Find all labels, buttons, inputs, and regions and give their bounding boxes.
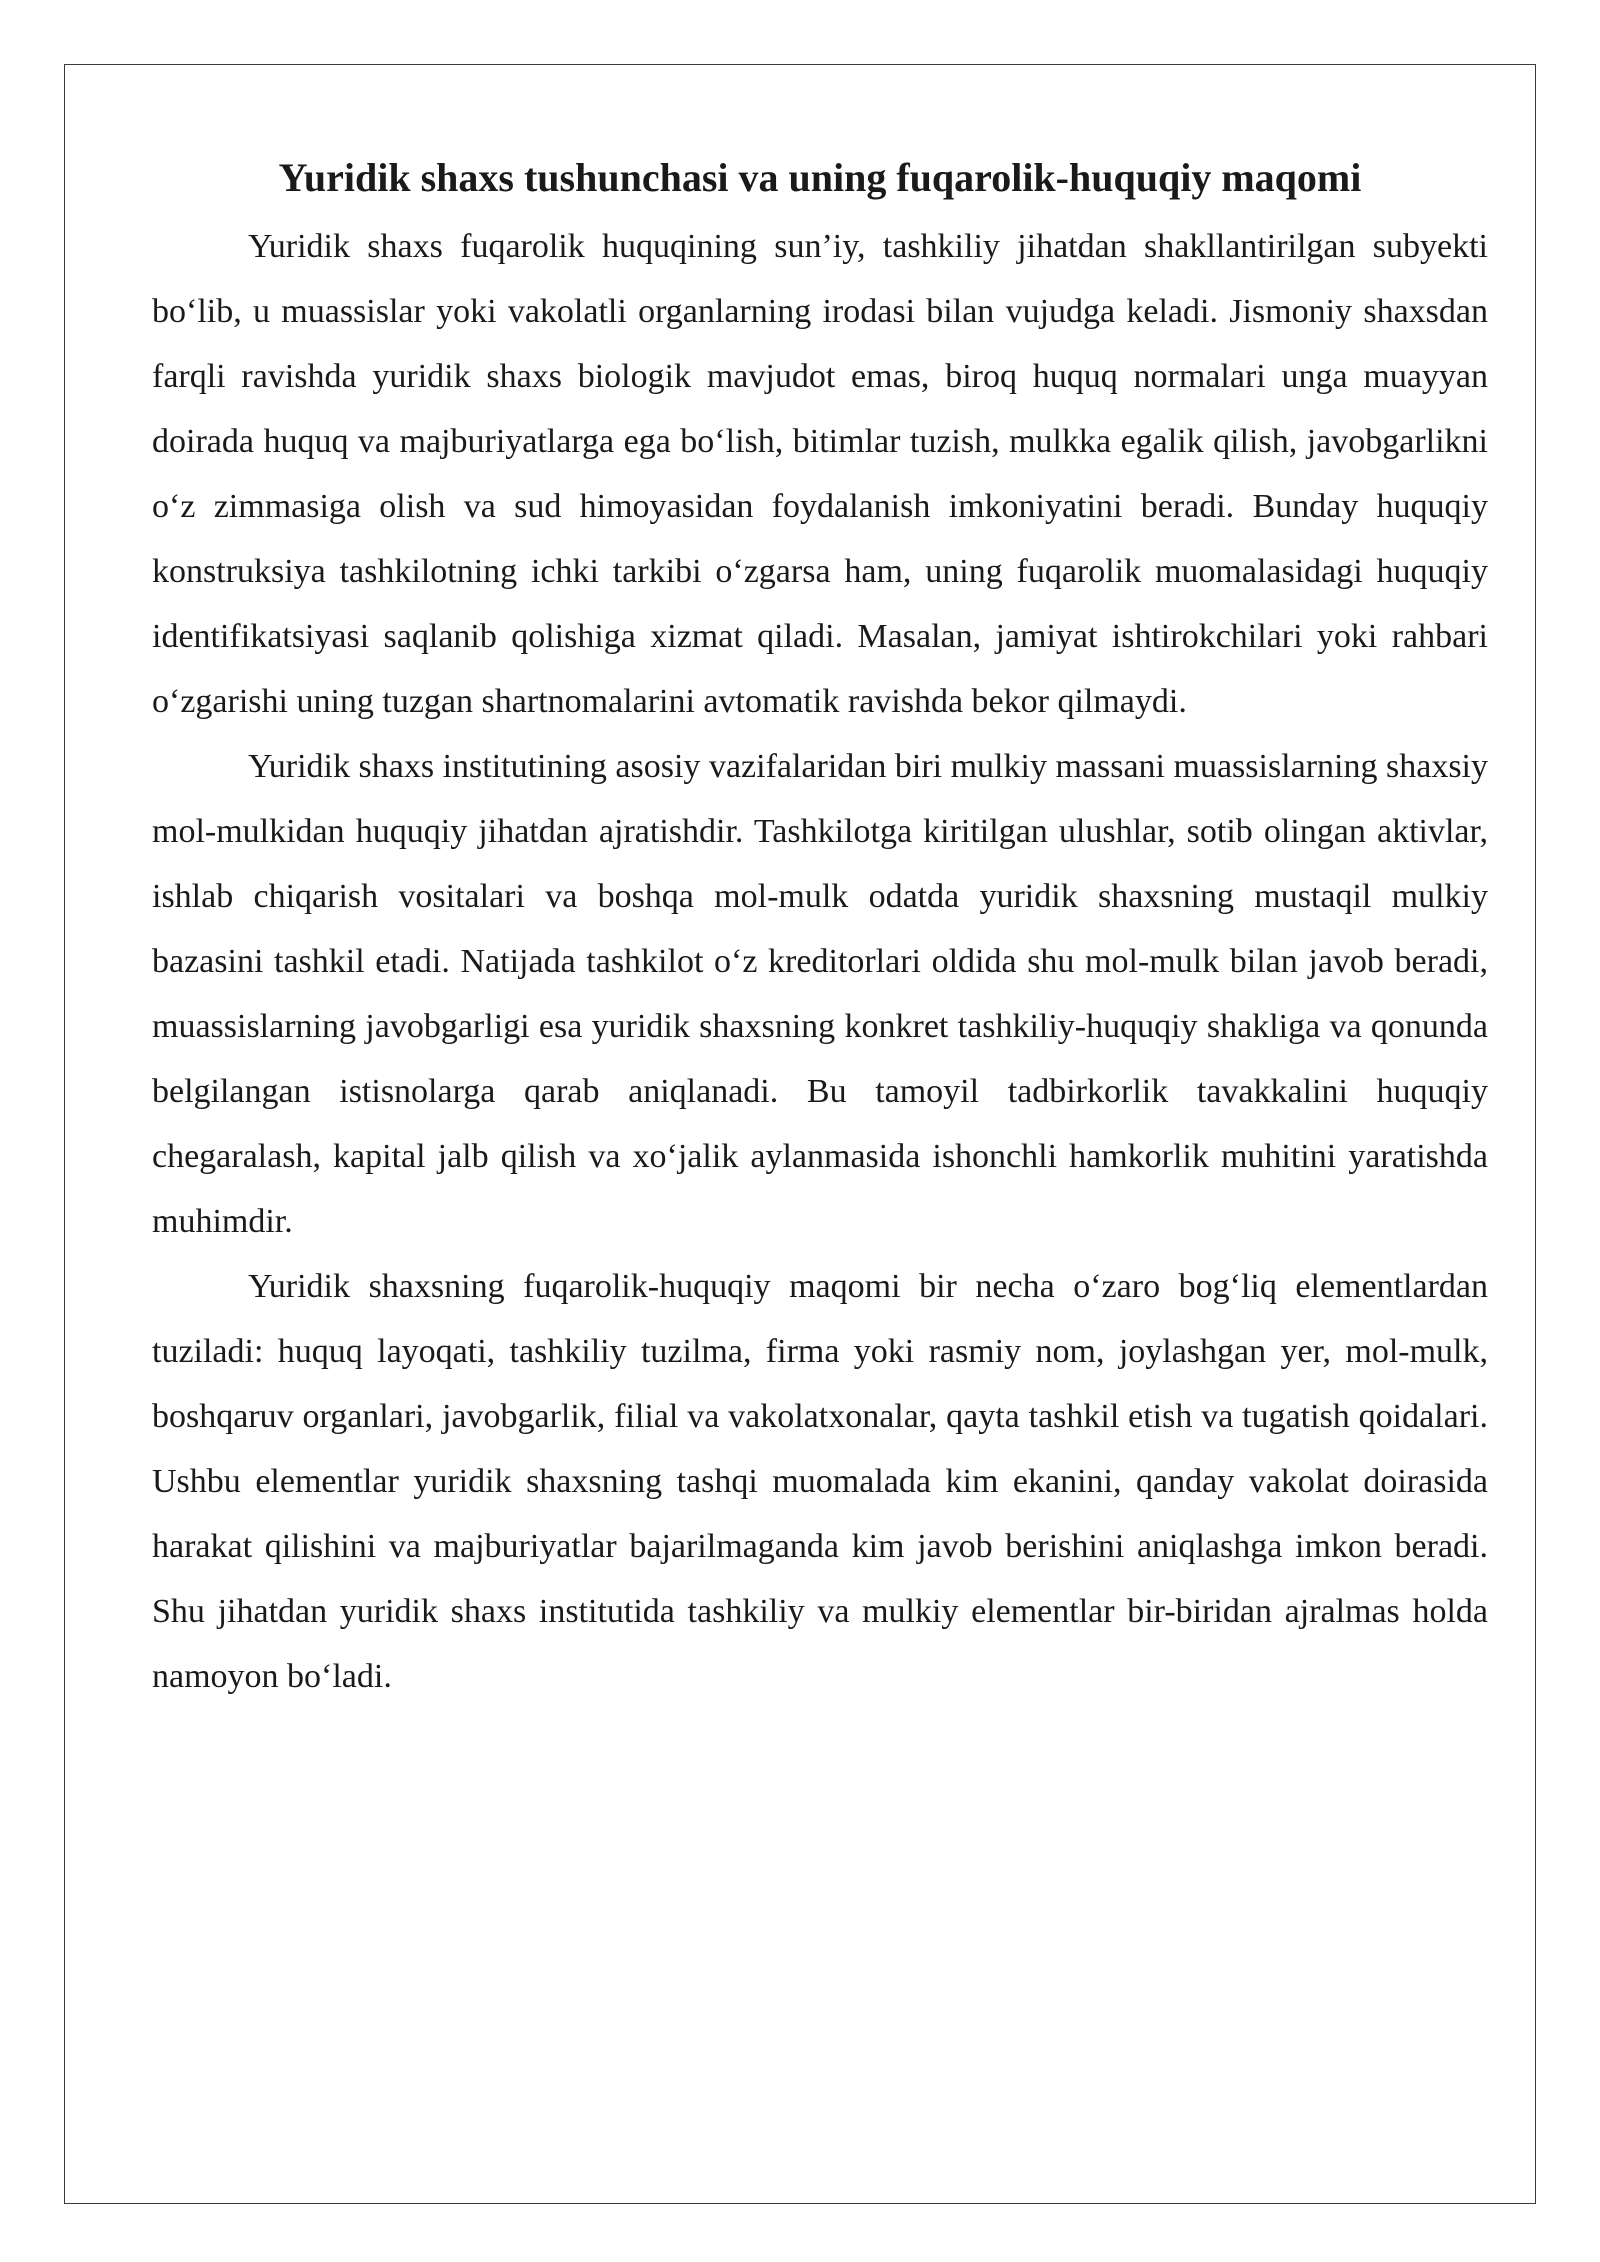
document-body (152, 150, 1488, 1709)
document-title: Yuridik shaxs tushunchasi va uning fuqarolik-huquqiy maqomi (278, 155, 1362, 200)
paragraph-2: Yuridik shaxs institutining asosiy vazifalaridan biri mulkiy massani muassislarning shaxsiy mol-mulkidan huquqiy jihatdan ajratishdir. Tashkilotga kiritilgan ulushlar, sotib olingan aktivlar, ishlab chiqarish vositalari va boshqa mol-mulk odatda yuridik shaxsning mustaqil mulkiy bazasini tashkil etadi. Natijada tashkilot o‘z kreditorlari oldida shu mol-mulk bilan javob beradi, muassislarning javobgarligi esa yuridik shaxsning konkret tashkiliy-huquqiy shakliga va qonunda belgilangan istisnolarga qarab aniqlanadi. Bu tamoyil tadbirkorlik tavakkalini huquqiy chegaralash, kapital jalb qilish va xo‘jalik aylanmasida ishonchli hamkorlik muhitini yaratishda muhimdir. (152, 748, 1488, 1240)
paragraph-3: Yuridik shaxsning fuqarolik-huquqiy maqomi bir necha o‘zaro bog‘liq elementlardan tuziladi: huquq layoqati, tashkiliy tuzilma, firma yoki rasmiy nom, joylashgan yer, mol-mulk, boshqaruv organlari, javobgarlik, filial va vakolatxonalar, qayta tashkil etish va tugatish qoidalari. Ushbu elementlar yuridik shaxsning tashqi muomalada kim ekanini, qanday vakolat doirasida harakat qilishini va majburiyatlar bajarilmaganda kim javob berishini aniqlashga imkon beradi. Shu jihatdan yuridik shaxs institutida tashkiliy va mulkiy elementlar bir-biridan ajralmas holda namoyon bo‘ladi. (152, 1268, 1488, 1695)
paragraph-1: Yuridik shaxs fuqarolik huquqining sun’iy, tashkiliy jihatdan shakllantirilgan subyekti bo‘lib, u muassislar yoki vakolatli organlarning irodasi bilan vujudga keladi. Jismoniy shaxsdan farqli ravishda yuridik shaxs biologik mavjudot emas, biroq huquq normalari unga muayyan doirada huquq va majburiyatlarga ega bo‘lish, bitimlar tuzish, mulkka egalik qilish, javobgarlikni o‘z zimmasiga olish va sud himoyasidan foydalanish imkoniyatini beradi. Bunday huquqiy konstruksiya tashkilotning ichki tarkibi o‘zgarsa ham, uning fuqarolik muomalasidagi huquqiy identifikatsiyasi saqlanib qolishiga xizmat qiladi. Masalan, jamiyat ishtirokchilari yoki rahbari o‘zgarishi uning tuzgan shartnomalarini avtomatik ravishda bekor qilmaydi. (152, 228, 1488, 720)
